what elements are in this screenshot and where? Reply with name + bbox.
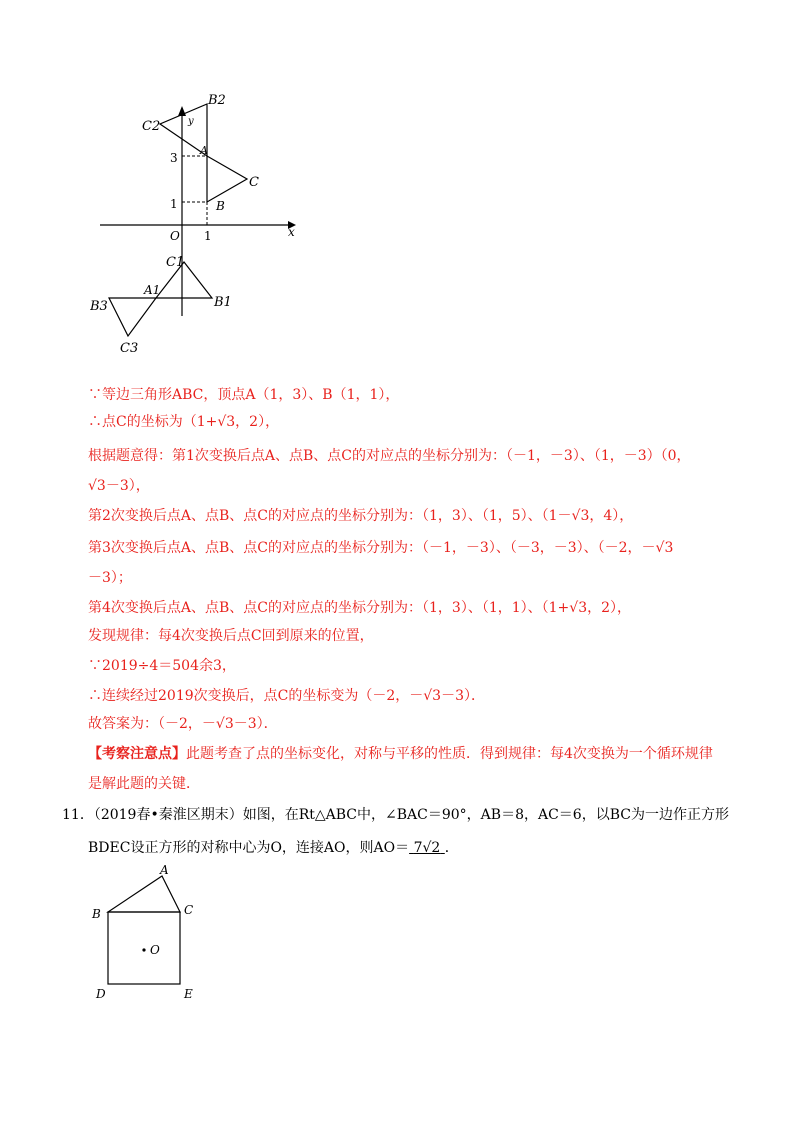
question-text-2: BDEC设正方形的对称中心为O，连接AO，则AO＝ <box>88 840 410 856</box>
label-c1: C1 <box>166 255 185 270</box>
solution-line-8: 第4次变换后点A、点B、点C的对应点的坐标分别为：（1，3）、（1，1）、（1+√3，2）， <box>88 600 632 616</box>
solution-line-2: ∴点C的坐标为（1+√3，2）， <box>88 414 280 430</box>
question-text-1: （2019春•秦淮区期末）如图，在Rt△ABC中，∠BAC＝90°，AB＝8，AC＝6，以BC为一边作正方形 <box>93 807 729 823</box>
fig2-label-c: C <box>184 903 194 917</box>
label-o: O <box>170 229 180 243</box>
note-tag: 【考察注意点】 <box>88 746 186 762</box>
note-line-2: 是解此题的关键． <box>88 776 200 792</box>
label-y: y <box>188 116 194 127</box>
fig2-label-b: B <box>92 907 101 921</box>
fig2-label-e: E <box>184 987 193 1001</box>
label-x: x <box>288 225 295 239</box>
solution-line-6: 第3次变换后点A、点B、点C的对应点的坐标分别为：（－1，－3）、（－3，－3）、（－2，－√3 <box>88 540 674 556</box>
question-11-line-2 <box>88 838 459 858</box>
tick-x1: 1 <box>204 229 212 243</box>
solution-line-7: －3）； <box>88 570 132 586</box>
fig2-label-a: A <box>160 863 169 877</box>
solution-line-11: ∴连续经过2019次变换后，点C的坐标变为（－2，－√3－3）． <box>88 688 485 704</box>
question-number: 11． <box>62 807 94 823</box>
label-b1: B1 <box>214 295 232 310</box>
tick-3: 3 <box>170 151 178 165</box>
tick-1: 1 <box>170 197 178 211</box>
question-answer: 7√2 <box>413 840 441 856</box>
fig2-label-o: O <box>150 943 160 957</box>
note-line-1 <box>88 744 713 764</box>
triangle-a1b3c3 <box>109 298 156 336</box>
label-b: B <box>216 199 225 213</box>
label-c: C <box>249 175 259 190</box>
label-a1: A1 <box>144 283 161 297</box>
question-text-end: ． <box>444 840 459 856</box>
transformation-diagram <box>90 88 310 360</box>
note-text-1: 此题考查了点的坐标变化，对称与平移的性质．得到规律：每4次变换为一个循环规律 <box>186 746 713 762</box>
solution-line-9: 发现规律：每4次变换后点C回到原来的位置， <box>88 628 374 644</box>
square-bdec <box>108 912 180 984</box>
solution-line-1: ∵等边三角形ABC，顶点A（1，3）、B（1，1）， <box>88 387 400 403</box>
triangle-abc <box>207 156 247 202</box>
solution-line-10: ∵2019÷4＝504余3， <box>88 658 236 674</box>
solution-line-4: √3－3）， <box>88 478 150 494</box>
label-c3: C3 <box>120 341 139 356</box>
label-b2: B2 <box>208 93 226 108</box>
triangle-abc-2 <box>108 876 180 912</box>
question-11-line-1 <box>62 805 729 825</box>
square-diagram <box>88 862 218 1002</box>
solution-line-12: 故答案为：（－2，－√3－3）． <box>88 716 278 732</box>
label-b3: B3 <box>90 299 108 314</box>
fig2-label-d: D <box>96 987 106 1001</box>
center-o-dot <box>142 948 145 951</box>
label-a: A <box>200 144 208 157</box>
solution-line-5: 第2次变换后点A、点B、点C的对应点的坐标分别为：（1，3）、（1，5）、（1－√3，4）， <box>88 508 634 524</box>
label-c2: C2 <box>142 119 161 134</box>
solution-line-3: 根据题意得：第1次变换后点A、点B、点C的对应点的坐标分别为：（－1，－3）、（1，－3）（0， <box>88 448 691 464</box>
